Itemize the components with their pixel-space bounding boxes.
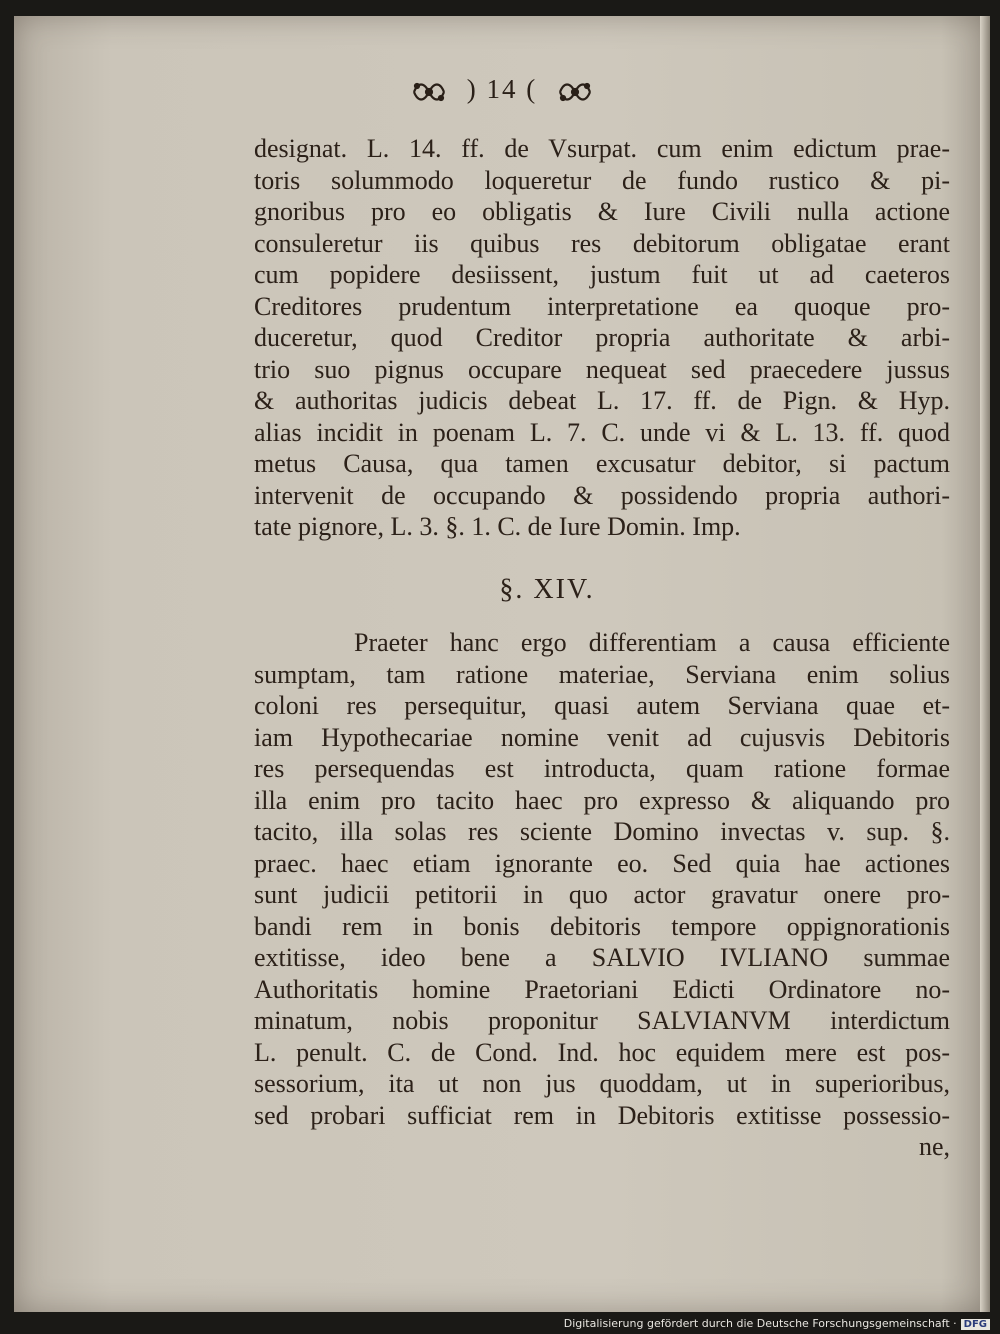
page-edge (980, 16, 990, 1312)
text-line: Praeter hanc ergo differentiam a causa efficiente (354, 628, 950, 657)
paragraph-continued (254, 133, 950, 543)
text-line: cum popidere desiissent, justum fuit ut ad caeteros (254, 260, 950, 289)
text-line: minatum, nobis proponitur SALVIANVM interdictum (254, 1006, 950, 1035)
text-line: res persequendas est introducta, quam ratione formae (254, 754, 950, 783)
text-line: iam Hypothecariae nomine venit ad cujusvis Debitoris (254, 722, 950, 752)
ornament-left-icon (410, 80, 448, 104)
text-line: ne, (918, 1132, 950, 1161)
text-line: alias incidit in poenam L. 7. C. unde vi & L. 13. ff. quod (254, 417, 950, 447)
dfg-logo: DFG (961, 1319, 990, 1330)
digitization-credit (564, 1317, 990, 1330)
text-line: intervenit de occupando & possidendo propria authori- (254, 480, 950, 510)
text-line: L. penult. C. de Cond. Ind. hoc equidem mere est pos- (254, 1037, 950, 1067)
text-line: sessorium, ita ut non jus quoddam, ut in superioribus, (254, 1069, 950, 1098)
text-line: trio suo pignus occupare nequeat sed praecedere jussus (254, 354, 950, 384)
text-line: Authoritatis homine Praetoriani Edicti Ordinatore no- (254, 974, 950, 1004)
running-header (14, 74, 990, 105)
text-line: sumptam, tam ratione materiae, Serviana enim solius (254, 659, 950, 689)
book-page (14, 16, 990, 1312)
text-line: praec. haec etiam ignorante eo. Sed quia hae actiones (254, 848, 950, 878)
text-line: gnoribus pro eo obligatis & Iure Civili nulla actione (254, 197, 950, 226)
text-line: extitisse, ideo bene a SALVIO IVLIANO summae (254, 943, 950, 972)
text-line: Creditores prudentum interpretatione ea quoque pro- (254, 291, 950, 321)
credit-text: Digitalisierung gefördert durch die Deutsche Forschungsgemeinschaft · (563, 1317, 957, 1330)
text-line: tate pignore, L. 3. §. 1. C. de Iure Domin. Imp. (254, 512, 741, 541)
text-line: coloni res persequitur, quasi autem Serviana quae et- (254, 691, 950, 720)
text-line: consuleretur iis quibus res debitorum obligatae erant (254, 228, 950, 258)
text-line: sunt judicii petitorii in quo actor gravatur onere pro- (254, 880, 950, 909)
text-line: toris solummodo loqueretur de fundo rustico & pi- (254, 165, 950, 195)
text-line: & authoritas judicis debeat L. 17. ff. de Pign. & Hyp. (254, 386, 950, 415)
text-line: duceretur, quod Creditor propria authoritate & arbi- (254, 323, 950, 352)
paragraph-section-xiv (254, 627, 950, 1163)
text-line: sed probari sufficiat rem in Debitoris extitisse possessio- (254, 1100, 950, 1130)
ornament-right-icon (556, 80, 594, 104)
text-line: bandi rem in bonis debitoris tempore oppignorationis (254, 911, 950, 941)
text-line: metus Causa, qua tamen excusatur debitor, si pactum (254, 449, 950, 478)
text-line: tacito, illa solas res sciente Domino invectas v. sup. §. (254, 817, 950, 846)
page-number: ) 14 ( (466, 74, 538, 104)
section-heading: §. XIV. (499, 574, 595, 605)
text-line: designat. L. 14. ff. de Vsurpat. cum enim edictum prae- (254, 134, 950, 163)
text-line: illa enim pro tacito haec pro expresso & aliquando pro (254, 785, 950, 815)
